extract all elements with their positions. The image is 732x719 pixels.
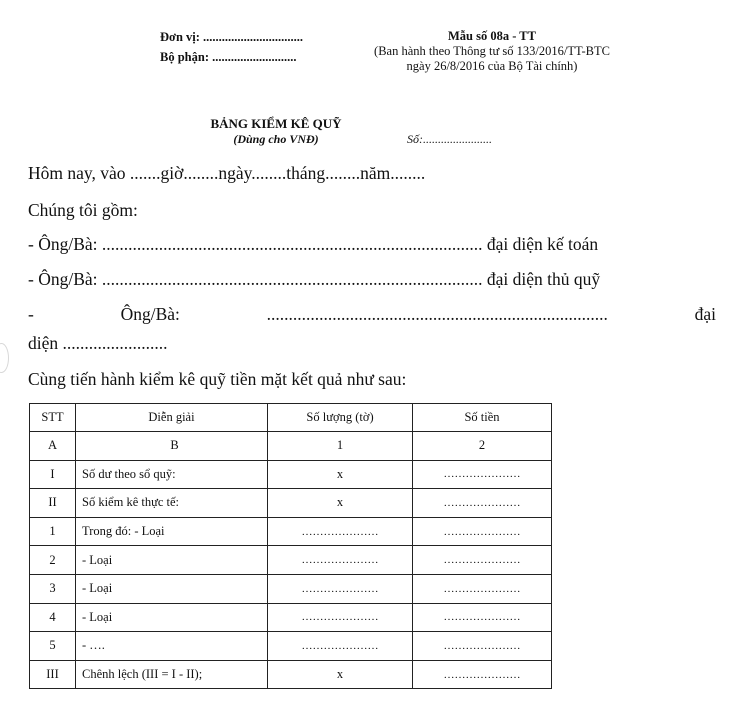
table-row [30,660,552,689]
representative-line-continued: diện ........................ [28,333,168,353]
row-amount: ………………… [413,660,552,689]
row-description: Trong đó: - Loại [76,517,268,546]
row-stt: 4 [30,603,76,632]
margin-mark [0,343,9,373]
form-code-block [352,29,632,74]
table-subheader-row [30,432,552,461]
row-amount: ………………… [413,460,552,489]
dash: - [28,304,34,324]
form-code: Mẫu số 08a - TT [448,29,536,43]
row-quantity: ………………… [268,603,413,632]
row-quantity: ………………… [268,517,413,546]
row-amount: ………………… [413,574,552,603]
row-stt: II [30,489,76,518]
table-header-row [30,404,552,432]
header-so-luong: Số lượng (tờ) [268,404,413,432]
subheader-a: A [30,432,76,461]
ong-ba-label: Ông/Bà: [120,304,180,324]
cash-count-table [29,403,552,689]
members-heading: Chúng tôi gồm: [28,200,138,220]
row-stt: 1 [30,517,76,546]
table-row [30,603,552,632]
table-row [30,632,552,661]
dai-word: đại [694,304,716,324]
table-row [30,546,552,575]
row-description: Số dư theo sổ quỹ: [76,460,268,489]
bo-phan-label: Bộ phận: ........................... [160,50,297,64]
row-amount: ………………… [413,489,552,518]
table-row [30,460,552,489]
procedure-line: Cùng tiến hành kiểm kê quỹ tiền mặt kết quả như sau: [28,369,407,389]
accountant-line: - Ông/Bà: ....................................................................................... đại diện kế toán [28,234,599,254]
row-stt: 2 [30,546,76,575]
row-description: - …. [76,632,268,661]
row-quantity: x [268,489,413,518]
subheader-b: B [76,432,268,461]
table-row [30,517,552,546]
row-quantity: x [268,460,413,489]
row-stt: III [30,660,76,689]
row-stt: 5 [30,632,76,661]
row-stt: I [30,460,76,489]
row-description: - Loại [76,574,268,603]
document-title: BẢNG KIỂM KÊ QUỸ [210,116,342,131]
row-quantity: ………………… [268,546,413,575]
subheader-1: 1 [268,432,413,461]
row-quantity: ………………… [268,632,413,661]
row-description: - Loại [76,546,268,575]
row-description: Số kiểm kê thực tế: [76,489,268,518]
row-amount: ………………… [413,603,552,632]
table-row [30,489,552,518]
document-number: Số:....................... [407,132,492,146]
issuance-line-1: (Ban hành theo Thông tư số 133/2016/TT-BTC [374,44,610,58]
document-subtitle: (Dùng cho VNĐ) [233,132,319,146]
table-row [30,574,552,603]
issuance-line-2: ngày 26/8/2016 của Bộ Tài chính) [406,59,578,73]
representative-dots: .............................................................................. [266,304,608,324]
date-line: Hôm nay, vào .......giờ........ngày........tháng........năm........ [28,163,426,183]
header-stt: STT [30,404,76,432]
row-amount: ………………… [413,546,552,575]
subheader-2: 2 [413,432,552,461]
row-quantity: x [268,660,413,689]
row-description: - Loại [76,603,268,632]
row-description: Chênh lệch (III = I - II); [76,660,268,689]
cashier-line: - Ông/Bà: ....................................................................................... đại diện thủ quỹ [28,269,601,289]
row-amount: ………………… [413,632,552,661]
row-quantity: ………………… [268,574,413,603]
row-amount: ………………… [413,517,552,546]
header-so-tien: Số tiền [413,404,552,432]
representative-line [28,304,716,325]
don-vi-label: Đơn vị: ................................ [160,30,304,44]
header-dien-giai: Diễn giải [76,404,268,432]
row-stt: 3 [30,574,76,603]
